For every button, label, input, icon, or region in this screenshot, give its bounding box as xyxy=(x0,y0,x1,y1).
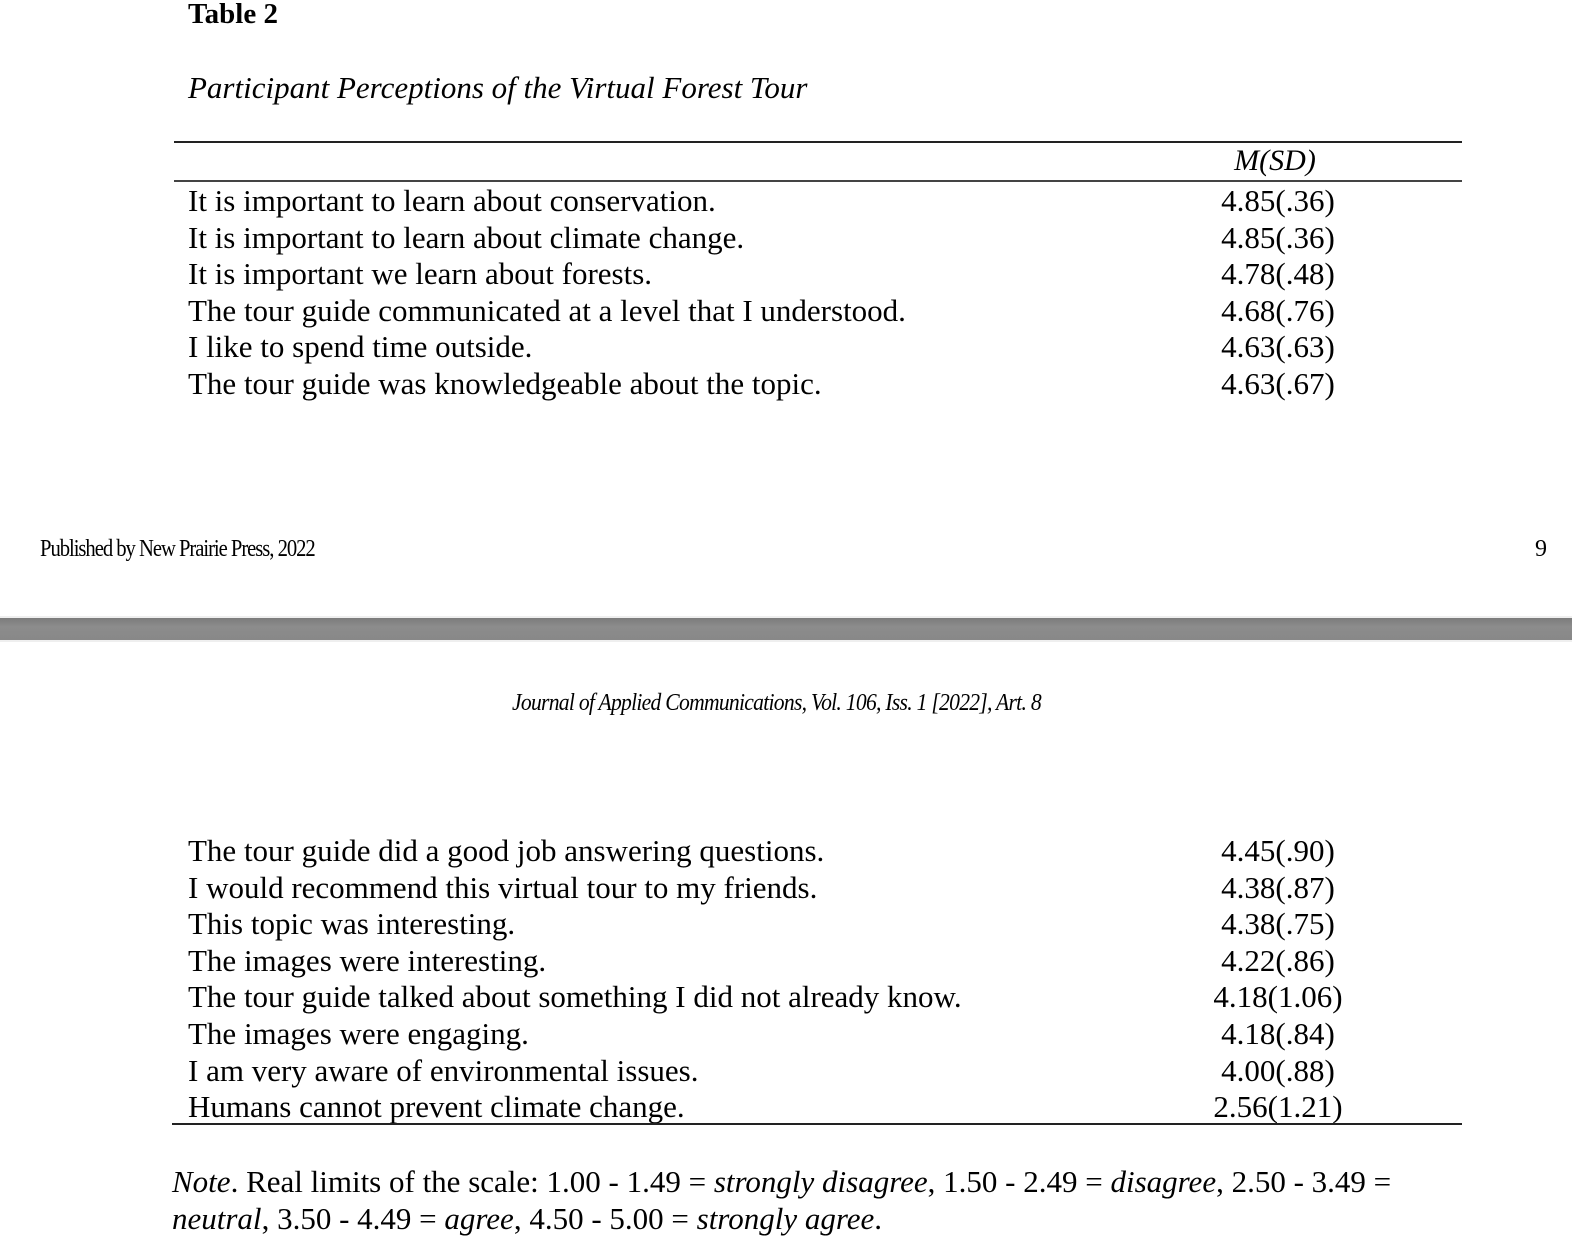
row-mean-sd: 4.78(.48) xyxy=(1221,256,1335,292)
note-intro: . Real limits of the scale: xyxy=(230,1164,547,1199)
row-mean-sd: 4.00(.88) xyxy=(1221,1052,1335,1088)
scale-range: 4.50 - 5.00 xyxy=(529,1201,664,1236)
row-mean-sd: 2.56(1.21) xyxy=(1213,1089,1343,1125)
note-ranges: 1.00 - 1.49 = strongly disagree, 1.50 - 2.49 = disagree, 2.50 - 3.49 = neutral, 3.50 - 4.49 = agree, 4.50 - 5.00 = strongly agree. xyxy=(172,1164,1392,1236)
column-header-msd: M(SD) xyxy=(1234,144,1316,177)
row-statement: It is important to learn about climate change. xyxy=(188,219,745,255)
row-mean-sd: 4.85(.36) xyxy=(1221,183,1335,218)
table-bottom-rule xyxy=(172,1123,1462,1125)
row-statement: The images were engaging. xyxy=(188,1016,529,1051)
row-mean-sd: 4.38(.75) xyxy=(1221,906,1335,942)
table-row xyxy=(188,870,1368,907)
row-statement: The tour guide communicated at a level that I understood. xyxy=(188,292,906,328)
table-note xyxy=(172,1163,1432,1237)
row-mean-sd: 4.45(.90) xyxy=(1221,833,1335,868)
scale-range: 2.50 - 3.49 xyxy=(1231,1164,1366,1199)
table-title: Participant Perceptions of the Virtual Forest Tour xyxy=(188,70,808,105)
scale-range: 1.50 - 2.49 xyxy=(943,1164,1078,1199)
table-row xyxy=(188,293,1368,330)
publisher-footer: Published by New Prairie Press, 2022 xyxy=(40,536,315,562)
row-mean-sd: 4.63(.67) xyxy=(1221,366,1335,401)
row-statement: The tour guide talked about something I did not already know. xyxy=(188,979,962,1015)
row-mean-sd: 4.18(1.06) xyxy=(1213,979,1343,1015)
row-statement: The tour guide did a good job answering questions. xyxy=(188,833,825,868)
table-row xyxy=(188,1053,1368,1090)
row-mean-sd: 4.85(.36) xyxy=(1221,219,1335,255)
scale-meaning: agree xyxy=(444,1201,514,1236)
scale-range: 3.50 - 4.49 xyxy=(277,1201,412,1236)
table-row xyxy=(188,943,1368,980)
row-statement: Humans cannot prevent climate change. xyxy=(188,1089,685,1125)
scale-meaning: disagree xyxy=(1110,1164,1217,1199)
row-statement: The tour guide was knowledgeable about the topic. xyxy=(188,366,822,401)
page-separator xyxy=(0,616,1572,642)
table-top-rule xyxy=(174,141,1462,143)
note-label: Note xyxy=(172,1164,231,1199)
table-row xyxy=(188,1089,1368,1126)
table-row xyxy=(188,329,1368,366)
row-mean-sd: 4.22(.86) xyxy=(1221,942,1335,978)
table-row xyxy=(188,1016,1368,1053)
table-row xyxy=(188,183,1368,220)
row-mean-sd: 4.63(.63) xyxy=(1221,329,1335,365)
row-statement: I like to spend time outside. xyxy=(188,329,533,365)
table-header-rule xyxy=(174,180,1462,182)
table-row xyxy=(188,256,1368,293)
row-mean-sd: 4.38(.87) xyxy=(1221,869,1335,905)
scale-meaning: strongly disagree xyxy=(713,1164,928,1199)
table-number: Table 2 xyxy=(188,0,278,30)
page-number: 9 xyxy=(1535,536,1547,562)
table-row xyxy=(188,220,1368,257)
scale-meaning: strongly agree xyxy=(696,1201,875,1236)
row-statement: The images were interesting. xyxy=(188,942,547,978)
row-statement: This topic was interesting. xyxy=(188,906,516,942)
row-statement: It is important we learn about forests. xyxy=(188,256,653,292)
scale-meaning: neutral xyxy=(172,1201,262,1236)
row-mean-sd: 4.18(.84) xyxy=(1221,1016,1335,1051)
row-mean-sd: 4.68(.76) xyxy=(1221,292,1335,328)
table-row xyxy=(188,906,1368,943)
table-row xyxy=(188,833,1368,870)
table-row xyxy=(188,979,1368,1016)
row-statement: I am very aware of environmental issues. xyxy=(188,1052,699,1088)
pdf-page-9 xyxy=(0,0,1572,616)
row-statement: It is important to learn about conservation. xyxy=(188,183,716,218)
page-separator-bar xyxy=(0,618,1572,640)
row-statement: I would recommend this virtual tour to my friends. xyxy=(188,869,818,905)
scale-range: 1.00 - 1.49 xyxy=(546,1164,681,1199)
table-row xyxy=(188,366,1368,403)
running-head: Journal of Applied Communications, Vol. 106, Iss. 1 [2022], Art. 8 xyxy=(512,690,1041,716)
